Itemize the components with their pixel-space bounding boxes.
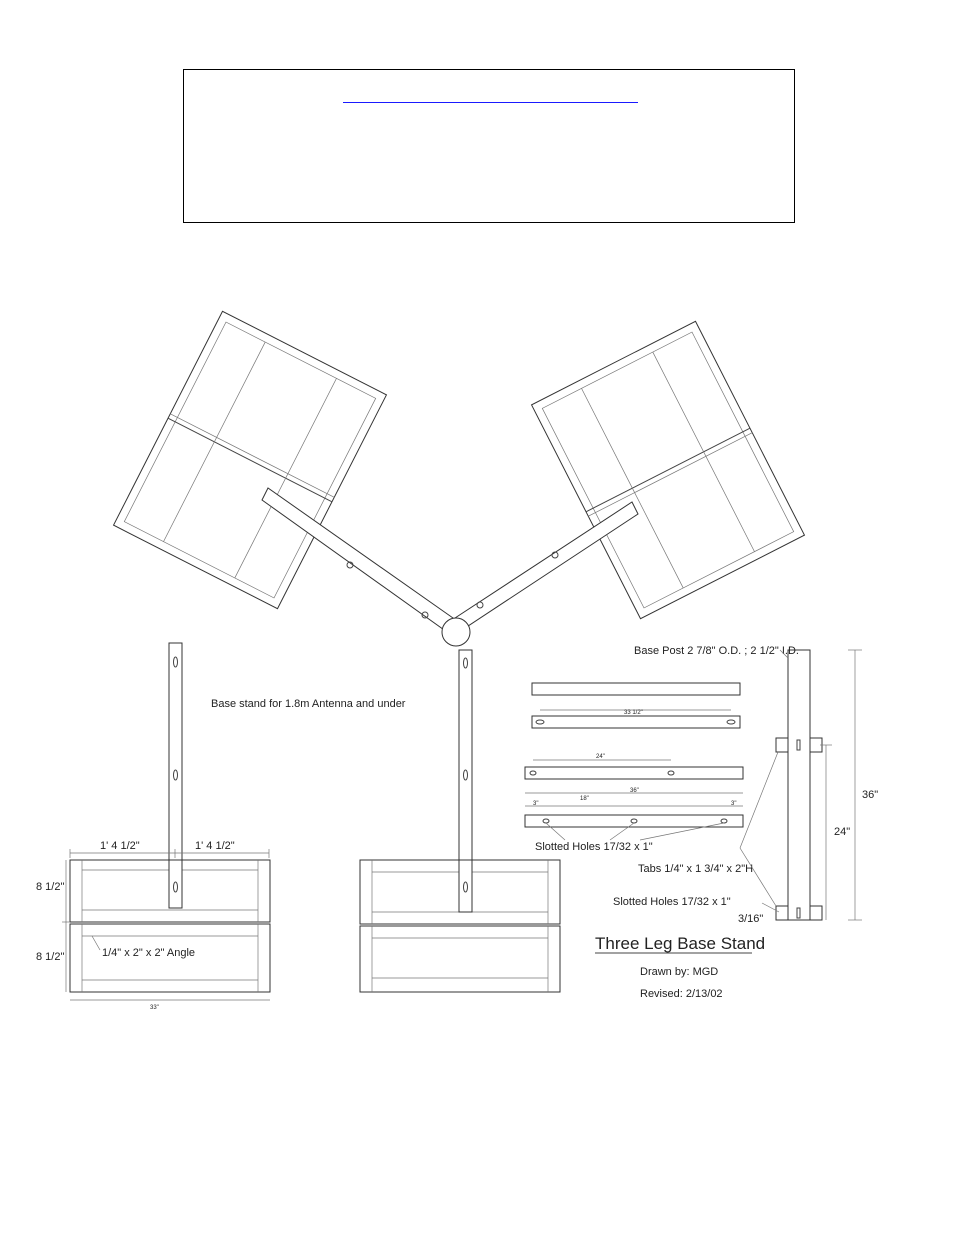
tabs-note: Tabs 1/4" x 1 3/4" x 2"H xyxy=(638,863,754,875)
dim-strip-3d: 3" xyxy=(731,801,737,807)
gap-dim: 3/16" xyxy=(738,913,764,925)
dim-strip-3a: 36" xyxy=(630,788,639,794)
upper-right-frame xyxy=(532,321,805,618)
slotted-holes-note-2: Slotted Holes 17/32 x 1" xyxy=(613,896,731,908)
left-post-overlay xyxy=(169,860,182,908)
tabs-leader-2 xyxy=(740,848,776,906)
dim-upper-height: 8 1/2" xyxy=(36,881,65,893)
dim-strip-2: 24" xyxy=(596,754,605,760)
dim-strip-3c: 18" xyxy=(580,796,589,802)
strip-part-1 xyxy=(532,683,740,695)
center-post-overlay xyxy=(459,860,472,912)
base-post-side xyxy=(788,650,810,920)
strip-part-3 xyxy=(525,767,743,779)
height-24: 24" xyxy=(834,826,851,838)
strip-part-2 xyxy=(532,716,740,728)
dim-overall-width: 33" xyxy=(150,1005,159,1011)
height-36: 36" xyxy=(862,789,879,801)
dim-strip-1: 33 1/2" xyxy=(624,710,643,716)
tab-bottom-left xyxy=(776,906,788,920)
base-stand-note: Base stand for 1.8m Antenna and under xyxy=(211,698,406,710)
right-arm xyxy=(455,502,638,630)
dim-strip-3b: 3" xyxy=(533,801,539,807)
strip-part-4 xyxy=(525,815,743,827)
drawn-by: Drawn by: MGD xyxy=(640,966,719,978)
upper-left-frame xyxy=(114,311,387,608)
slotted-holes-note: Slotted Holes 17/32 x 1" xyxy=(535,841,653,853)
angle-note: 1/4" x 2" x 2" Angle xyxy=(102,947,196,959)
dim-left-half: 1' 4 1/2" xyxy=(100,840,140,852)
drawing-title: Three Leg Base Stand xyxy=(595,934,766,953)
tabs-leader-1 xyxy=(740,752,778,848)
center-post xyxy=(442,618,470,646)
dim-lower-height: 8 1/2" xyxy=(36,951,65,963)
revised-date: Revised: 2/13/02 xyxy=(640,988,723,1000)
tab-bottom-right xyxy=(810,906,822,920)
tab-top-left xyxy=(776,738,788,752)
dim-right-half: 1' 4 1/2" xyxy=(195,840,235,852)
base-post-note: Base Post 2 7/8" O.D. ; 2 1/2" I.D. xyxy=(634,645,799,657)
